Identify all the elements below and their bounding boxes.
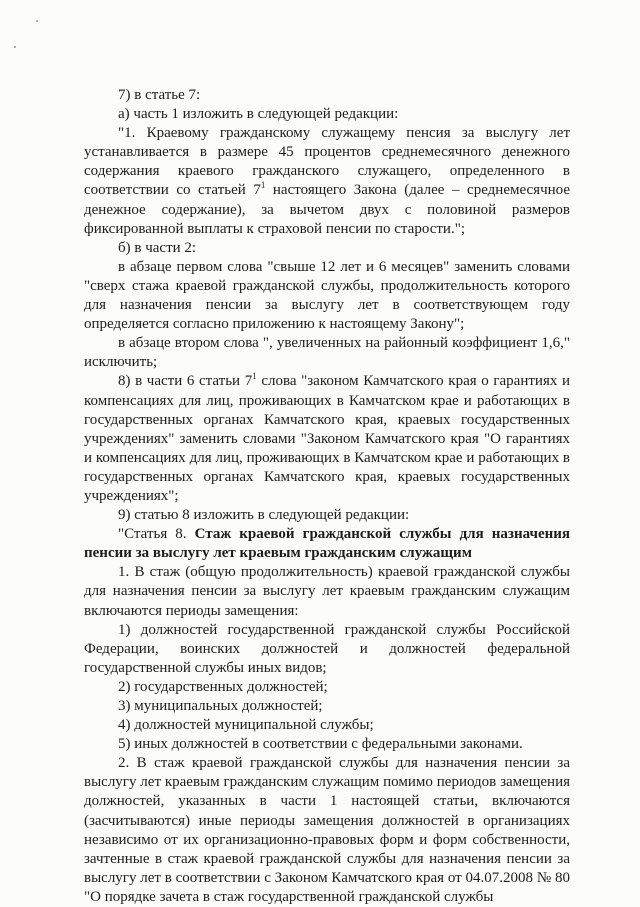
document-page xyxy=(84,86,570,907)
paragraph-quoted-part-1 xyxy=(84,124,570,239)
paragraph-item-8 xyxy=(84,372,570,506)
text-span: 8) в части 6 статьи 7 xyxy=(118,373,253,390)
superscript: 1 xyxy=(252,371,257,382)
article-8-heading xyxy=(84,525,570,563)
paragraph-second-abzac: в абзаце втором слова ", увеличенных на районный коэффициент 1,6," исключить; xyxy=(84,335,570,371)
superscript: 1 xyxy=(260,180,266,191)
article-title: Стаж краевой гражданской службы для назначения пенсии за выслугу лет краевым гражданским служащим xyxy=(84,526,570,562)
paragraph-first-abzac: в абзаце первом слова "свыше 12 лет и 6 месяцев" заменить словами "сверх стажа краевой гражданской службы, продолжительность которого для назначения пенсии за выслугу лет в соответствующем году определяется согласно приложению к настоящему Закону"; xyxy=(84,258,570,333)
list-item-4: 4) должностей муниципальной службы; xyxy=(118,717,374,734)
paragraph-part-1: 1. В стаж (общую продолжительность) краевой гражданской службы для назначения пенсии за выслугу лет краевым гражданским служащим включаются периоды замещения: xyxy=(84,564,570,619)
list-item-5: 5) иных должностей в соответствии с федеральными законами. xyxy=(118,736,523,753)
article-label: "Статья 8. xyxy=(118,526,195,543)
list-item-2: 2) государственных должностей; xyxy=(118,678,328,695)
list-item-3: 3) муниципальных должностей; xyxy=(118,698,323,714)
text-span: слова "законом Камчатского края о гарантиях и компенсациях для лиц, проживающих в Камчатском крае и работающих в государственных органах Камчатского края, краевых государственных учреждениях" заменить словами "Законом Камчатского края "О гарантиях и компенсациях для лиц, проживающих в Камчатском крае и работающих в государственных органах Камчатского края, краевых государственных учреждениях"; xyxy=(84,373,570,504)
paragraph-part-2: 2. В стаж краевой гражданской службы для назначения пенсии за выслугу лет краевым гражданским служащим помимо периодов замещения должностей, указанных в части 1 настоящей статьи, включаются (засчитываются) иные периоды замещения должностей в организациях независимо от их организационно-правовых форм и форм собственности, зачтенные в стаж краевой гражданской службы для назначения пенсии за выслугу лет в соответствии с Законом Камчатского края от 04.07.2008 № 80 "О порядке зачета в стаж государственной гражданской службы xyxy=(84,755,570,905)
paragraph-subitem-b: б) в части 2: xyxy=(118,239,197,256)
text-span: "1. Краевому гражданскому служащему пенсия за выслугу лет устанавливается в размере 45 процентов среднемесячного денежного содержания краевого гражданского служащего, определенного в соответствии со статьей 7 xyxy=(84,125,570,199)
list-item-1: 1) должностей государственной гражданской службы Российской Федерации, воинских должностей и должностей федеральной государственной службы иных видов; xyxy=(84,621,570,676)
paragraph-item-9: 9) статью 8 изложить в следующей редакции: xyxy=(118,507,410,524)
paragraph-item-7: 7) в статье 7: xyxy=(118,87,201,103)
paragraph-subitem-a: а) часть 1 изложить в следующей редакции: xyxy=(118,106,399,123)
scan-speck xyxy=(14,46,16,48)
text-span: настоящего Закона (далее – среднемесячное денежное содержание), за вычетом двух с половиной размеров фиксированной выплаты к страховой пенсии по старости."; xyxy=(84,182,570,237)
scan-speck xyxy=(36,20,38,22)
